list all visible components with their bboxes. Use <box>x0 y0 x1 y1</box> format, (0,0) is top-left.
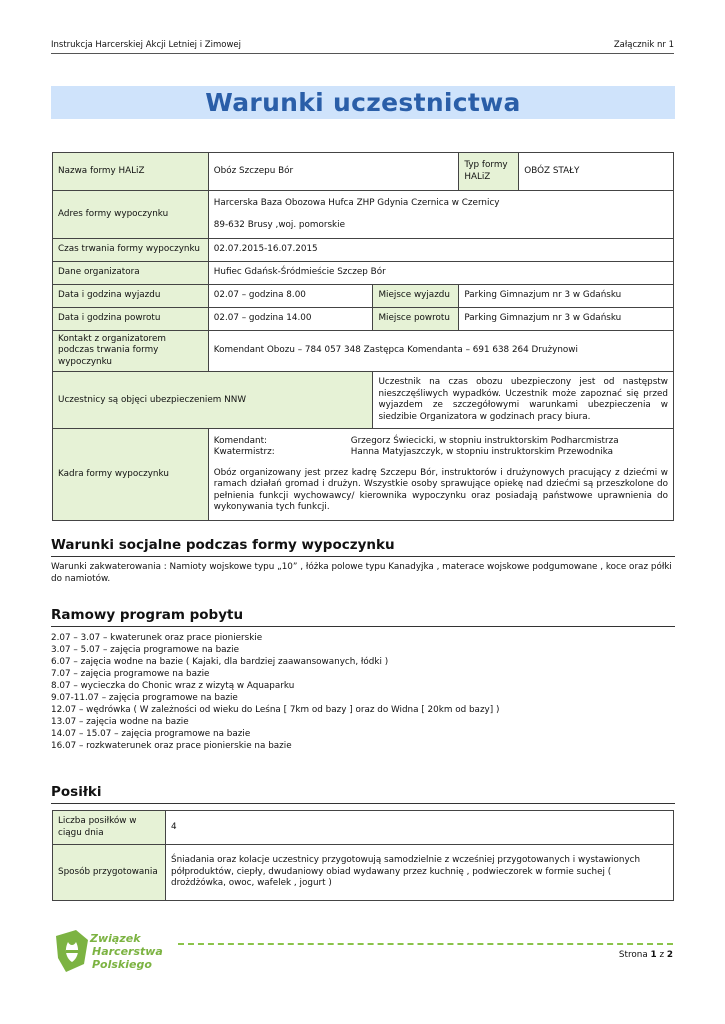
miejsce-powrotu-value: Parking Gimnazjum nr 3 w Gdańsku <box>459 308 674 331</box>
miejsce-powrotu-label: Miejsce powrotu <box>373 308 459 331</box>
kwatermistrz-value: Hanna Matyjaszczyk, w stopniu instruktorskim Przewodnika <box>350 447 614 458</box>
kwatermistrz-label: Kwatermistrz: <box>213 447 275 458</box>
meals-method-value: Śniadania oraz kolacje uczestnicy przygotowują samodzielnie z wcześniej przygotowanych i wystawionych półproduktów, ciepły, dwudaniowy obiad wydawany przez kuchnię , podwieczorek w formie suchej ( drożdżówka, owoc, wafelek , jogurt ) <box>166 845 674 901</box>
social-divider <box>51 556 675 557</box>
czas-value: 02.07.2015-16.07.2015 <box>208 239 673 262</box>
zhp-logo <box>52 922 172 978</box>
list-item: 7.07 – zajęcia programowe na bazie <box>51 669 210 679</box>
kadra-label: Kadra formy wypoczynku <box>53 429 209 521</box>
nnw-label: Uczestnicy są objęci ubezpieczeniem NNW <box>53 372 373 429</box>
kadra-description: Obóz organizowany jest przez kadrę Szczepu Bór, instruktorów i drużynowych pracujący z dziećmi w ramach działań gromad i drużyn. Wszystkie osoby sprawujące opiekę nad dziećmi są przeszkolone do pełnienia funkcji wychowawcy/ kierownika wypoczynku oraz posiadają państwowe uprawnienia do wykonywania tych funkcji. <box>213 467 668 513</box>
list-item: 13.07 – zajęcia wodne na bazie <box>51 717 189 727</box>
program-divider <box>51 626 675 627</box>
page-number <box>619 950 673 960</box>
nnw-value: Uczestnik na czas obozu ubezpieczony jest od następstw nieszczęśliwych wypadków. Uczestnik może zapoznać się przed wyjazdem ze szczegółowymi warunkami ubezpieczenia w siedzibie Organizatora w godzinach pracy biura. <box>373 372 674 429</box>
adres-line1: Harcerska Baza Obozowa Hufca ZHP Gdynia Czernica w Czernicy <box>213 198 500 209</box>
kwatermistrz-row <box>214 447 668 458</box>
page-header <box>51 40 674 50</box>
kontakt-value: Komendant Obozu – 784 057 348 Zastępca Komendanta – 691 638 264 Drużynowi <box>208 331 673 372</box>
meals-method-label: Sposób przygotowania <box>53 845 166 901</box>
dane-label: Dane organizatora <box>53 262 209 285</box>
komendant-value: Grzegorz Świecicki, w stopniu instruktorskim Podharcmistrza <box>350 436 619 446</box>
list-item: 6.07 – zajęcia wodne na bazie ( Kajaki, dla bardziej zaawansowanych, łódki ) <box>51 657 389 667</box>
logo-line3: Polskiego <box>92 958 152 971</box>
wyjazd-value: 02.07 – godzina 8.00 <box>208 285 373 308</box>
program-list <box>51 632 499 752</box>
powrot-label: Data i godzina powrotu <box>53 308 209 331</box>
header-left: Instrukcja Harcerskiej Akcji Letniej i Zimowej <box>51 40 242 50</box>
program-heading: Ramowy program pobytu <box>51 607 244 623</box>
logo-line1: Związek <box>90 932 141 945</box>
list-item: 2.07 – 3.07 – kwaterunek oraz prace pionierskie <box>51 633 263 643</box>
adres-value <box>208 191 673 239</box>
list-item: 12.07 – wędrówka ( W zależności od wieku do Leśna [ 7km od bazy ] oraz do Widna [ 20km od bazy] ) <box>51 705 500 715</box>
page-current: 1 <box>650 950 657 960</box>
kontakt-label: Kontakt z organizatorem podczas trwania formy wypoczynku <box>53 331 209 372</box>
page-of: z <box>656 950 667 960</box>
social-heading: Warunki socjalne podczas formy wypoczynku <box>51 537 395 553</box>
list-item: 9.07-11.07 – zajęcia programowe na bazie <box>51 693 238 703</box>
list-item: 16.07 – rozkwaterunek oraz prace pionierskie na bazie <box>51 741 292 751</box>
meals-count-value: 4 <box>166 811 674 845</box>
meals-count-label: Liczba posiłków w ciągu dnia <box>53 811 166 845</box>
powrot-value: 02.07 – godzina 14.00 <box>208 308 373 331</box>
adres-label: Adres formy wypoczynku <box>53 191 209 239</box>
page-prefix: Strona <box>618 950 651 960</box>
komendant-row <box>214 436 668 447</box>
list-item: 14.07 – 15.07 – zajęcia programowe na bazie <box>51 729 251 739</box>
typ-label: Typ formy HALiZ <box>459 153 519 191</box>
list-item: 8.07 – wycieczka do Chonic wraz z wizytą w Aquaparku <box>51 681 295 691</box>
adres-line2: 89-632 Brusy ,woj. pomorskie <box>213 219 345 230</box>
nazwa-value: Obóz Szczepu Bór <box>208 153 459 191</box>
page-title: Warunki uczestnictwa <box>205 88 521 117</box>
header-right: Załącznik nr 1 <box>613 40 674 50</box>
footer-dashed-line <box>178 943 673 945</box>
info-table <box>52 152 674 521</box>
czas-label: Czas trwania formy wypoczynku <box>53 239 209 262</box>
social-text: Warunki zakwaterowania : Namioty wojskowe typu „10” , łóżka polowe typu Kanadyjka , materace wojskowe podgumowane , koce oraz półki do namiotów. <box>51 562 672 584</box>
miejsce-wyjazdu-label: Miejsce wyjazdu <box>373 285 459 308</box>
dane-value: Hufiec Gdańsk-Śródmieście Szczep Bór <box>208 262 673 285</box>
wyjazd-label: Data i godzina wyjazdu <box>53 285 209 308</box>
kadra-value <box>208 429 673 521</box>
meals-heading: Posiłki <box>51 784 102 800</box>
komendant-label: Komendant: <box>213 436 267 446</box>
header-divider <box>51 53 674 54</box>
page-total: 2 <box>666 950 673 960</box>
nazwa-label: Nazwa formy HALiZ <box>53 153 209 191</box>
typ-value: OBÓZ STAŁY <box>519 153 674 191</box>
lily-emblem-icon <box>56 930 88 972</box>
list-item: 3.07 – 5.07 – zajęcia programowe na bazie <box>51 645 240 655</box>
meals-table <box>52 810 674 901</box>
miejsce-wyjazdu-value: Parking Gimnazjum nr 3 w Gdańsku <box>459 285 674 308</box>
logo-line2: Harcerstwa <box>92 945 163 958</box>
meals-divider <box>51 803 675 804</box>
